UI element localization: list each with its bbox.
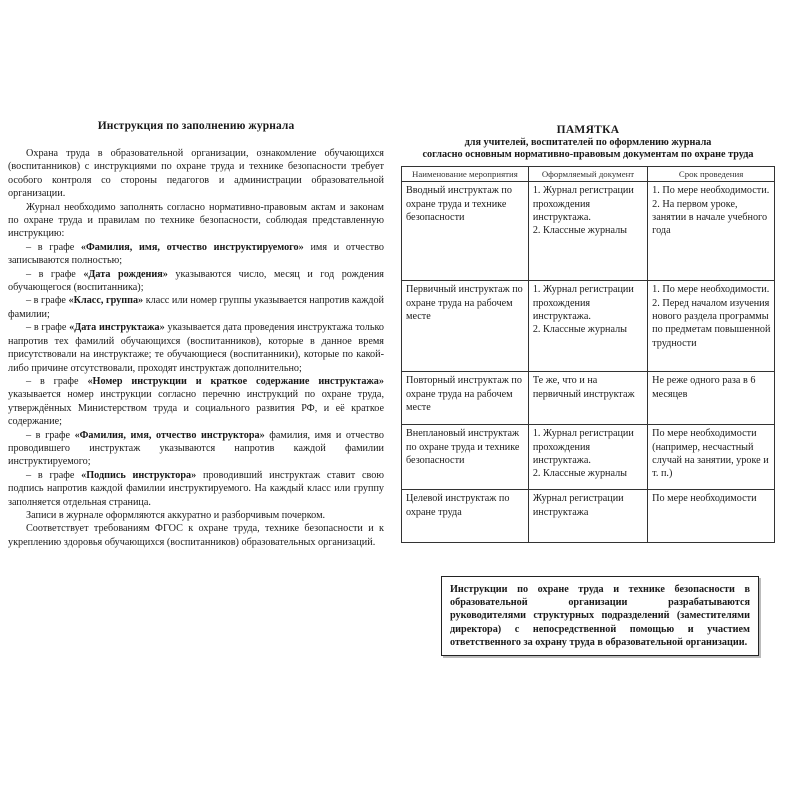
table-cell: 1. По мере необходимости. 2. На первом уроке, занятии в начале учебного года bbox=[648, 182, 775, 281]
table-row bbox=[402, 490, 775, 543]
list-item: – в графе «Дата рождения» указываются число, месяц и год рождения обучающегося (воспитанника); bbox=[8, 268, 384, 294]
table-cell: По мере необходимости bbox=[648, 490, 775, 543]
table-cell: 1. Журнал регистрации прохождения инструктажа. 2. Классные журналы bbox=[528, 425, 647, 490]
table-cell: Первичный инструктаж по охране труда на рабочем месте bbox=[402, 281, 529, 372]
responsibility-note: Инструкции по охране труда и технике безопасности в образовательной организации разрабатываются руководителями структурных подразделений (заместителями директора) с непосредственной помощью и участием ответственного за охрану труда в образовательной организации. bbox=[441, 576, 759, 656]
table-cell: Не реже одного раза в 6 месяцев bbox=[648, 372, 775, 425]
list-item: – в графе «Фамилия, имя, отчество инструктора» фамилия, имя и отчество проводившего инструктаж указываются напротив каждой фамилии инструктируемого; bbox=[8, 429, 384, 468]
table-header-row bbox=[402, 166, 775, 182]
table-cell: Повторный инструктаж по охране труда на рабочем месте bbox=[402, 372, 529, 425]
list-item: – в графе «Подпись инструктора» проводивший инструктаж ставит свою подпись напротив каждой фамилии инструктируемого. На каждый класс или группу заполняется отдельная страница. bbox=[8, 469, 384, 508]
table-row bbox=[402, 372, 775, 425]
intro-paragraph: Охрана труда в образовательной организации, ознакомление обучающихся (воспитанников) с инструкциями по охране труда и технике безопасности требует особого контроля со стороны педагогов и администрации образовательной организации. bbox=[8, 148, 384, 200]
list-item: – в графе «Класс, группа» класс или номер группы указывается напротив каждой фамилии; bbox=[8, 295, 384, 320]
table-cell: Внеплановый инструктаж по охране труда и технике безопасности bbox=[402, 425, 529, 490]
neatness-paragraph: Записи в журнале оформляются аккуратно и разборчивым почерком. bbox=[26, 509, 326, 521]
table-cell: Вводный инструктаж по охране труда и технике безопасности bbox=[402, 182, 529, 281]
left-page bbox=[8, 120, 384, 549]
col-header-period: Срок проведения bbox=[648, 166, 775, 182]
memo-heading bbox=[401, 124, 775, 161]
fill-rules-paragraph: Журнал необходимо заполнять согласно нормативно-правовым актам и законам по охране труда и правилам по технике безопасности, соблюдая представленную инструкцию: bbox=[8, 201, 384, 240]
list-item: – в графе «Номер инструкции и краткое содержание инструктажа» указывается номер инструкции согласно перечню инструкций по охране труда, утверждённых Министерством труда и социального развития РФ, и её краткое содержание; bbox=[8, 375, 384, 428]
col-header-event: Наименование мероприятия bbox=[402, 166, 529, 182]
table-cell: 1. Журнал регистрации прохождения инструктажа. 2. Классные журналы bbox=[528, 281, 647, 372]
right-page bbox=[401, 124, 775, 543]
table-cell: 1. По мере необходимости. 2. Перед началом изучения нового раздела программы по предметам повышенной трудности bbox=[648, 281, 775, 372]
table-cell: Целевой инструктаж по охране труда bbox=[402, 490, 529, 543]
list-item: – в графе «Фамилия, имя, отчество инструктируемого» имя и отчество записываются полностью; bbox=[8, 241, 385, 267]
instructions-title: Инструкция по заполнению журнала bbox=[97, 120, 295, 132]
memo-subtitle-2: согласно основным нормативно-правовым документам по охране труда bbox=[422, 148, 754, 160]
table-cell: 1. Журнал регистрации прохождения инструктажа. 2. Классные журналы bbox=[528, 182, 647, 281]
table-row bbox=[402, 182, 775, 281]
table-row bbox=[402, 281, 775, 372]
memo-title: ПАМЯТКА bbox=[556, 124, 620, 136]
fgos-paragraph: Соответствует требованиям ФГОС к охране труда, технике безопасности и к укреплению здоровья обучающихся (воспитанников) образовательных организаций. bbox=[8, 523, 384, 548]
table-cell: Журнал регистрации инструктажа bbox=[528, 490, 647, 543]
table-cell: По мере необходимости (например, несчастный случай на занятии, уроке и т. п.) bbox=[648, 425, 775, 490]
table-row bbox=[402, 425, 775, 490]
table-cell: Те же, что и на первичный инструктаж bbox=[528, 372, 647, 425]
memo-table bbox=[401, 166, 775, 544]
list-item: – в графе «Дата инструктажа» указывается дата проведения инструктажа только напротив тех фамилий обучающихся (воспитанников), которые в данное время присутствовали на инструктаже; те обучающиеся (воспитанники), которые по какой-либо причине отсутствовали, проходят инструктаж дополнительно; bbox=[8, 322, 384, 374]
col-header-document: Оформляемый документ bbox=[528, 166, 647, 182]
memo-subtitle-1: для учителей, воспитателей по оформлению журнала bbox=[464, 137, 712, 148]
